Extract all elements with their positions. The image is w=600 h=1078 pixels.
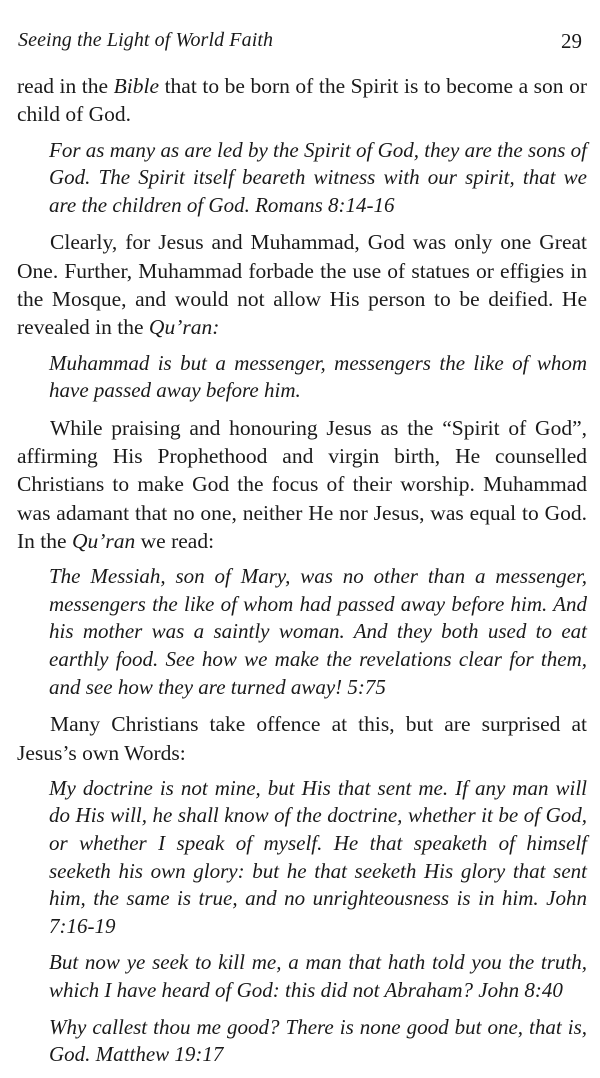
body-text [17, 72, 587, 1078]
quote-matthew-19: Why callest thou me good? There is none good but one, that is, God. Matthew 19:17 [49, 1014, 587, 1067]
quote-john-7: My doctrine is not mine, but His that sent me. If any man will do His will, he shall know of the doctrine, whether it be of God, or whether I speak of myself. He that speaketh of himself seeketh his own glory: but he that seeketh His glory that sent him, the same is true, and no unrighteousness is in him. John 7:16-19 [49, 775, 587, 938]
paragraph-text: read in the [17, 74, 114, 98]
paragraph-praising-jesus [17, 414, 587, 555]
paragraph-continuation [17, 72, 587, 129]
paragraph-christians-offence: Many Christians take offence at this, but are surprised at Jesus’s own Words: [17, 712, 587, 765]
quote-quran-messiah: The Messiah, son of Mary, was no other than a messenger, messengers the like of whom had passed away before him. And his mother was a saintly woman. And they both used to eat earthly food. See how we make the revelations clear for them, and see how they are turned away! 5:75 [49, 564, 587, 699]
quote-romans: For as many as are led by the Spirit of God, they are the sons of God. The Spirit itself beareth witness with our spirit, that we are the children of God. Romans 8:14-16 [49, 137, 587, 217]
running-title: Seeing the Light of World Faith [18, 29, 274, 51]
book-title-quran: Qu’ran: [148, 315, 220, 340]
quote-john-8: But now ye seek to kill me, a man that hath told you the truth, which I have heard of God: this did not Abraham? John 8:40 [49, 950, 587, 1002]
paragraph-muhammad-one-god [17, 228, 587, 341]
paragraph-text: While praising and honouring Jesus as the “Spirit of God”, affirming His Prophethood and virgin birth, He counselled Christians to make God the focus of their worship. Muhammad was adamant that no one, neither He nor Jesus, was equal to God. In the [17, 415, 587, 553]
paragraph-text: we read: [135, 528, 215, 553]
quote-quran-messenger: Muhammad is but a messenger, messengers the like of whom have passed away before him. [49, 350, 587, 403]
page-number: 29 [561, 29, 582, 53]
paragraph-text: that to be born of the Spirit is to become a son or child of God. [17, 74, 587, 127]
running-head [18, 29, 582, 57]
book-title-quran: Qu’ran [71, 528, 136, 553]
paragraph-text: Clearly, for Jesus and Muhammad, God was only one Great One. Further, Muhammad forbade the use of statues or effigies in the Mosque, and would not allow His person to be deified. He revealed in the [17, 230, 587, 340]
book-title-bible: Bible [113, 74, 160, 98]
